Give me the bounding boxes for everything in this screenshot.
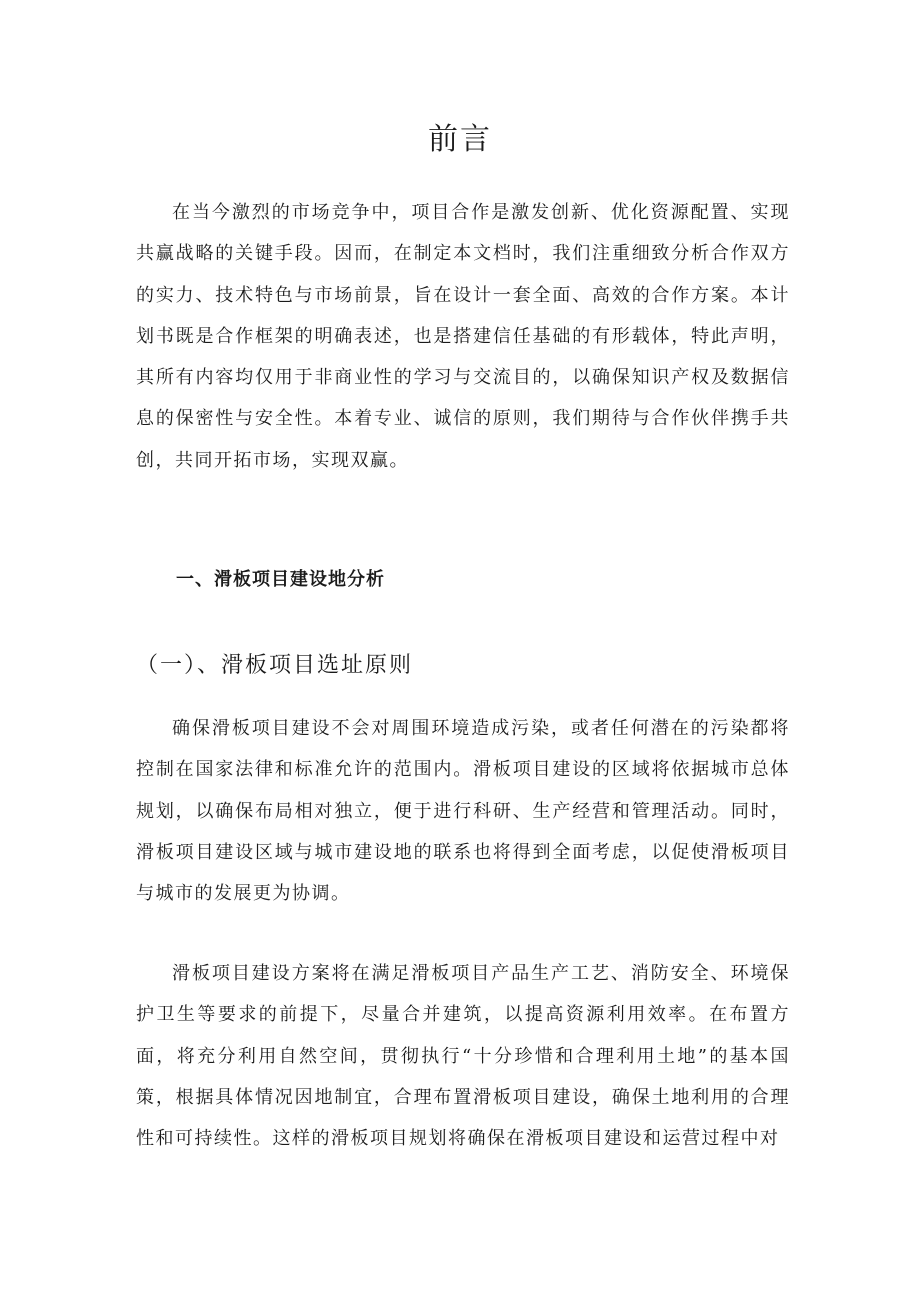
subsection-heading: （一）、滑板项目选址原则 [136,653,414,678]
body-paragraph-1: 确保滑板项目建设不会对周围环境造成污染，或者任何潜在的污染都将控制在国家法律和标准允许的范围内。滑板项目建设的区域将依据城市总体规划，以确保布局相对独立，便于进行科研、生产经营和管理活动。同时，滑板项目建设区域与城市建设地的联系也将得到全面考虑，以促使滑板项目与城市的发展更为协调。 [136,718,790,905]
intro-paragraph: 在当今激烈的市场竞争中，项目合作是激发创新、优化资源配置、实现共赢战略的关键手段。因而，在制定本文档时，我们注重细致分析合作双方的实力、技术特色与市场前景，旨在设计一套全面、高效的合作方案。本计划书既是合作框架的明确表述，也是搭建信任基础的有形载体，特此声明，其所有内容均仅用于非商业性的学习与交流目的，以确保知识产权及数据信息的保密性与安全性。本着专业、诚信的原则，我们期待与合作伙伴携手共创，共同开拓市场，实现双赢。 [136,202,790,471]
page-title: 前言 [428,122,492,157]
body-paragraph-2: 滑板项目建设方案将在满足滑板项目产品生产工艺、消防安全、环境保护卫生等要求的前提下，尽量合并建筑，以提高资源利用效率。在布置方面，将充分利用自然空间，贯彻执行“十分珍惜和合理利用土地”的基本国策，根据具体情况因地制宜，合理布置滑板项目建设，确保土地利用的合理性和可持续性。这样的滑板项目规划将确保在滑板项目建设和运营过程中对 [136,963,790,1150]
section-heading: 一、滑板项目建设地分析 [176,569,385,590]
